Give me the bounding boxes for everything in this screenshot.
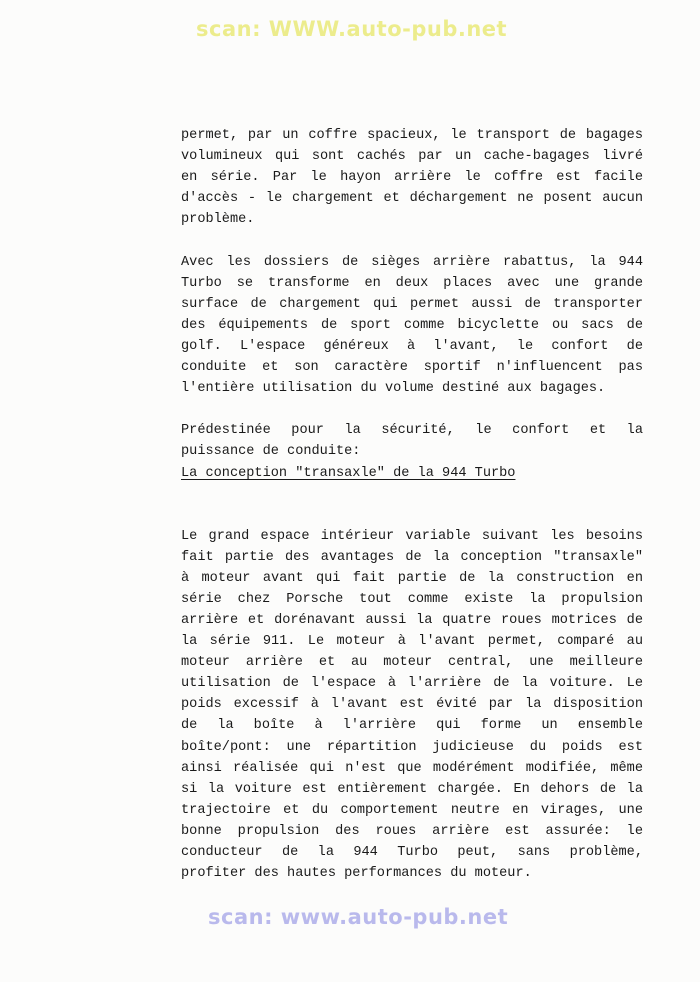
text-line: permet, par un coffre spacieux, le transport de bagages <box>181 128 643 143</box>
text-line: Avec les dossiers de sièges arrière rabattus, la 944 <box>181 254 643 270</box>
text-line: poids excessif à l'avant est évité par la disposition <box>181 697 643 713</box>
watermark-top: scan: WWW.auto-pub.net <box>196 17 508 41</box>
paragraph-3 <box>181 526 643 885</box>
text-line: conduite et son caractère sportif n'influencent pas <box>181 360 643 376</box>
text-line: si la voiture est entièrement chargée. En dehors de la <box>181 781 643 797</box>
section-title: La conception "transaxle" de la 944 Turbo <box>181 465 516 481</box>
text-line: moteur arrière et au moteur central, une meilleure <box>181 655 643 671</box>
heading-line: Prédestinée pour la sécurité, le confort et la <box>181 423 643 439</box>
text-line: à moteur avant qui fait partie de la construction en <box>181 570 643 586</box>
paragraph-1 <box>181 125 643 230</box>
text-line: fait partie des avantages de la conception "transaxle" <box>181 549 643 565</box>
text-line: ainsi réalisée qui n'est que modérément modifiée, même <box>181 760 643 776</box>
watermark-bottom: scan: www.auto-pub.net <box>208 905 509 929</box>
text-line: d'accès - le chargement et déchargement ne posent aucun <box>181 191 643 207</box>
text-line: problème. <box>181 212 255 228</box>
text-line: série chez Porsche tout comme existe la propulsion <box>181 591 643 607</box>
text-line: golf. L'espace généreux à l'avant, le confort de <box>181 338 643 354</box>
text-line: utilisation de l'espace à l'arrière de la voiture. Le <box>181 676 643 692</box>
text-line: Le grand espace intérieur variable suivant les besoins <box>181 528 643 544</box>
text-line: surface de chargement qui permet aussi de transporter <box>181 296 643 312</box>
text-line: conducteur de la 944 Turbo peut, sans problème, <box>181 845 643 860</box>
paragraph-2 <box>181 252 643 400</box>
text-line: Turbo se transforme en deux places avec une grande <box>181 275 643 291</box>
text-line: la série 911. Le moteur à l'avant permet, comparé au <box>181 634 643 650</box>
text-line: volumineux qui sont cachés par un cache-bagages livré <box>181 149 643 165</box>
section-heading <box>181 420 643 483</box>
body-text <box>181 125 643 905</box>
text-line: arrière et dorénavant aussi la quatre roues motrices de <box>181 612 643 628</box>
text-line: en série. Par le hayon arrière le coffre est facile <box>181 170 643 186</box>
text-line: des équipements de sport comme bicyclette ou sacs de <box>181 317 643 333</box>
text-line: profiter des hautes performances du moteur. <box>181 866 532 882</box>
text-line: trajectoire et du comportement neutre en virages, une <box>181 802 643 818</box>
heading-line: puissance de conduite: <box>181 444 361 460</box>
text-line: l'entière utilisation du volume destiné aux bagages. <box>181 381 606 397</box>
text-line: de la boîte à l'arrière qui forme un ensemble <box>181 718 643 734</box>
text-line: boîte/pont: une répartition judicieuse du poids est <box>181 739 643 755</box>
text-line: bonne propulsion des roues arrière est assurée: le <box>181 823 643 839</box>
